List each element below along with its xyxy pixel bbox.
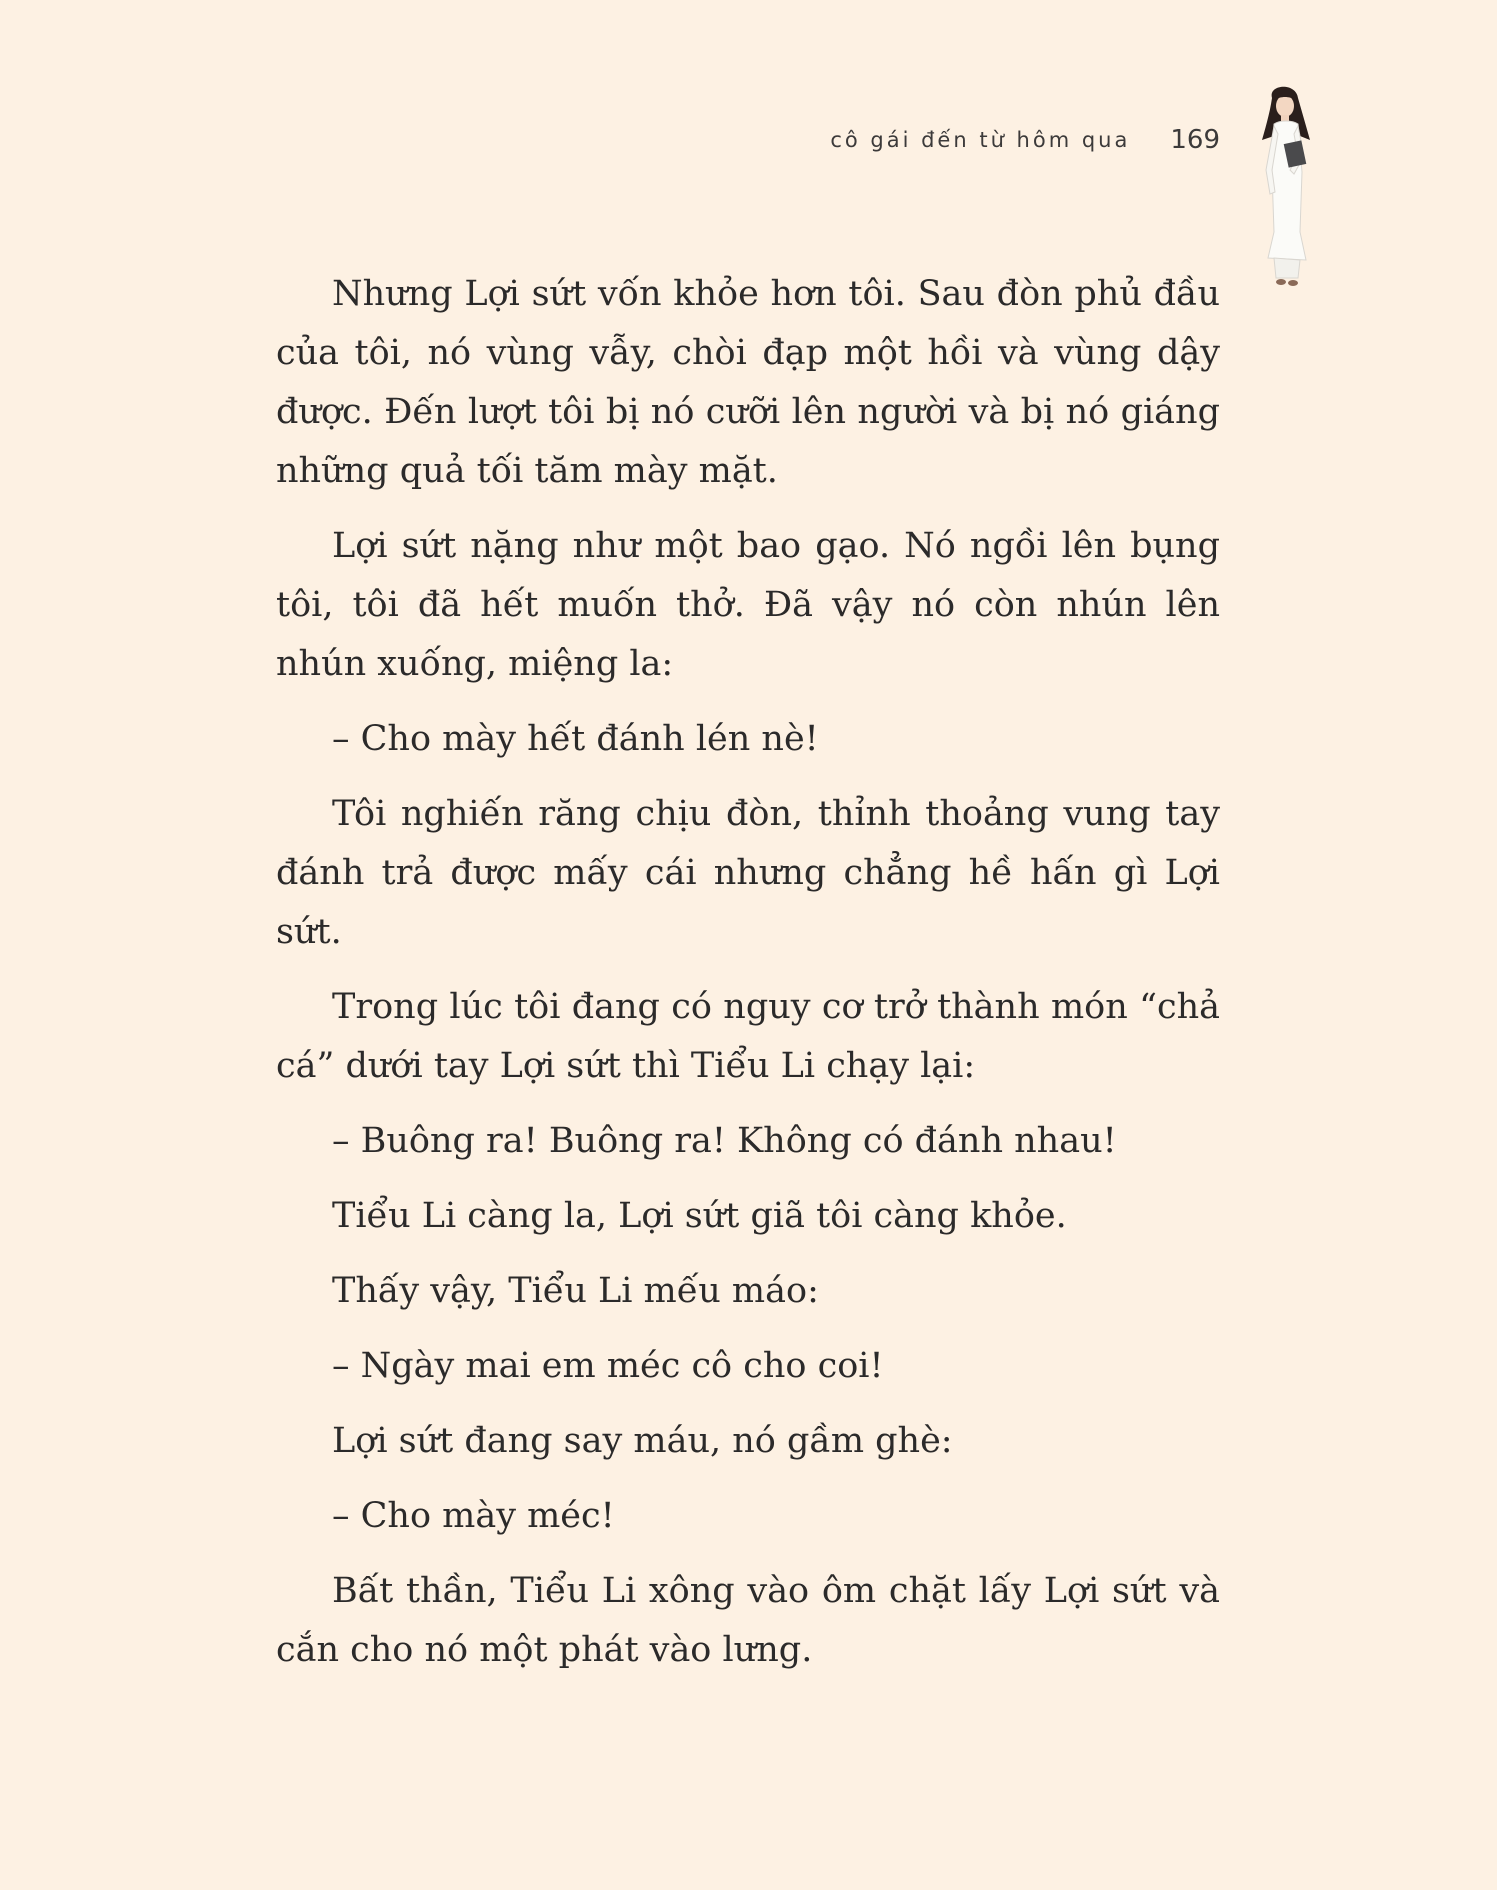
paragraph: Tiểu Li càng la, Lợi sứt giã tôi càng khỏe.: [332, 1196, 1067, 1236]
dialogue-line: – Ngày mai em méc cô cho coi!: [332, 1346, 884, 1386]
chapter-body: [276, 265, 1220, 1696]
page-number: 169: [1170, 125, 1220, 155]
paragraph: Thấy vậy, Tiểu Li mếu máo:: [332, 1271, 819, 1311]
dialogue-line: – Cho mày hết đánh lén nè!: [332, 719, 819, 759]
paragraph: Trong lúc tôi đang có nguy cơ trở thành món “chả cá” dưới tay Lợi sứt thì Tiểu Li chạy lại:: [276, 987, 1220, 1086]
paragraph: Lợi sứt nặng như một bao gạo. Nó ngồi lên bụng tôi, tôi đã hết muốn thở. Đã vậy nó còn nhún lên nhún xuống, miệng la:: [276, 526, 1220, 684]
running-title: cô gái đến từ hôm qua: [830, 128, 1131, 152]
paragraph: Bất thần, Tiểu Li xông vào ôm chặt lấy Lợi sứt và cắn cho nó một phát vào lưng.: [276, 1571, 1220, 1670]
paragraph: Lợi sứt đang say máu, nó gầm ghè:: [332, 1421, 953, 1461]
dialogue-line: – Cho mày méc!: [332, 1496, 615, 1536]
page-header: [0, 118, 1220, 162]
paragraph: Nhưng Lợi sứt vốn khỏe hơn tôi. Sau đòn phủ đầu của tôi, nó vùng vẫy, chòi đạp một hồi và vùng dậy được. Đến lượt tôi bị nó cưỡi lên người và bị nó giáng những quả tối tăm mày mặt.: [276, 274, 1220, 491]
paragraph: Tôi nghiến răng chịu đòn, thỉnh thoảng vung tay đánh trả được mấy cái nhưng chẳng hề hấn gì Lợi sứt.: [276, 794, 1220, 952]
girl-in-ao-dai-icon: [1250, 82, 1322, 294]
dialogue-line: – Buông ra! Buông ra! Không có đánh nhau!: [332, 1121, 1117, 1161]
